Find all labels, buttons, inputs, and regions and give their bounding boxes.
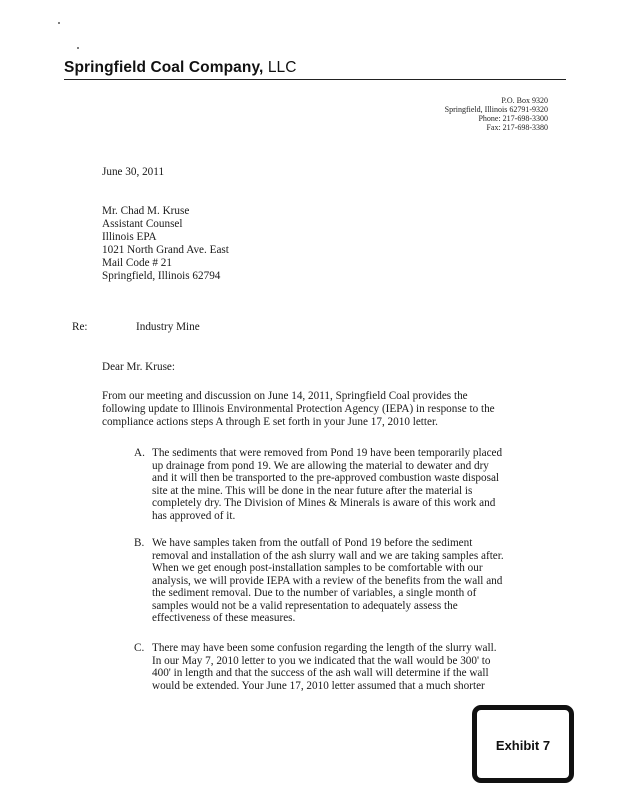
item-a-line: has approved of it. [152, 509, 236, 522]
salutation: Dear Mr. Kruse: [102, 361, 176, 373]
recipient-org: Illinois EPA [102, 230, 157, 243]
item-c-line: In our May 7, 2010 letter to you we indicated that the wall would be 300' to [152, 654, 491, 667]
recipient-street: 1021 North Grand Ave. East [102, 243, 229, 256]
item-b-line: samples would not be a valid representation to adequately assess the [152, 599, 458, 612]
letterhead-rule [64, 79, 566, 80]
address-fax: Fax: 217-698-3380 [486, 122, 548, 132]
item-c-line: There may have been some confusion regarding the length of the slurry wall. [152, 642, 497, 654]
recipient-name: Mr. Chad M. Kruse [102, 205, 190, 217]
recipient-block [102, 205, 229, 282]
company-name-main: Springfield Coal Company, [64, 59, 264, 76]
item-a-line: and it will then be transported to the pre-approved combustion waste disposal [152, 472, 500, 484]
company-name [64, 59, 297, 77]
item-c-paragraph [152, 642, 497, 692]
address-phone: Phone: 217-698-3300 [478, 113, 548, 123]
company-name-suffix: LLC [263, 59, 297, 76]
recipient-city: Springfield, Illinois 62794 [102, 269, 221, 282]
recipient-mail-code: Mail Code # 21 [102, 256, 172, 269]
company-address-block [445, 97, 548, 133]
intro-line: compliance actions steps A through E set forth in your June 17, 2010 letter. [102, 415, 438, 428]
item-c-line: would be extended. Your June 17, 2010 letter assumed that a much shorter [152, 679, 485, 692]
item-c-marker: C. [134, 642, 145, 654]
intro-paragraph [102, 390, 495, 428]
exhibit-stamp [472, 705, 574, 783]
scan-speck [58, 22, 60, 24]
subject-label: Re: [72, 321, 88, 333]
address-city: Springfield, Illinois 62791-9320 [444, 104, 548, 114]
letter-date: June 30, 2011 [102, 166, 165, 178]
item-b-line: When we get enough post-installation samples to be comfortable with our [152, 562, 483, 574]
item-a-paragraph [152, 447, 502, 522]
item-a-line: site at the mine. This will be done in the near future after the material is [152, 484, 473, 497]
item-b-line: the sediment removal. Due to the number of variables, a single month of [152, 587, 477, 599]
item-c-line: 400' in length and that the success of the ash wall will determine if the wall [152, 667, 489, 679]
item-b-paragraph [152, 537, 504, 625]
item-a-line: completely dry. The Division of Mines & Minerals is aware of this work and [152, 497, 496, 509]
scan-speck [77, 47, 79, 49]
address-po-box: P.O. Box 9320 [501, 96, 548, 105]
exhibit-label: Exhibit 7 [495, 738, 551, 753]
item-a-line: up drainage from pond 19. We are allowing the material to dewater and dry [152, 459, 489, 472]
intro-line: From our meeting and discussion on June 14, 2011, Springfield Coal provides the [102, 390, 468, 402]
item-a-line: The sediments that were removed from Pond 19 have been temporarily placed [152, 447, 503, 459]
item-b-line: We have samples taken from the outfall of Pond 19 before the sediment [152, 537, 473, 549]
item-a-marker: A. [134, 447, 145, 459]
intro-line: following update to Illinois Environmental Protection Agency (IEPA) in response to the [102, 402, 495, 415]
item-b-line: removal and installation of the ash slurry wall and we are taking samples after. [152, 549, 504, 562]
subject-value: Industry Mine [136, 321, 200, 333]
recipient-title: Assistant Counsel [102, 217, 183, 230]
item-b-line: analysis, we will provide IEPA with a review of the benefits from the wall and [152, 574, 503, 587]
item-b-marker: B. [134, 537, 145, 549]
item-b-line: effectiveness of these measures. [152, 612, 296, 624]
